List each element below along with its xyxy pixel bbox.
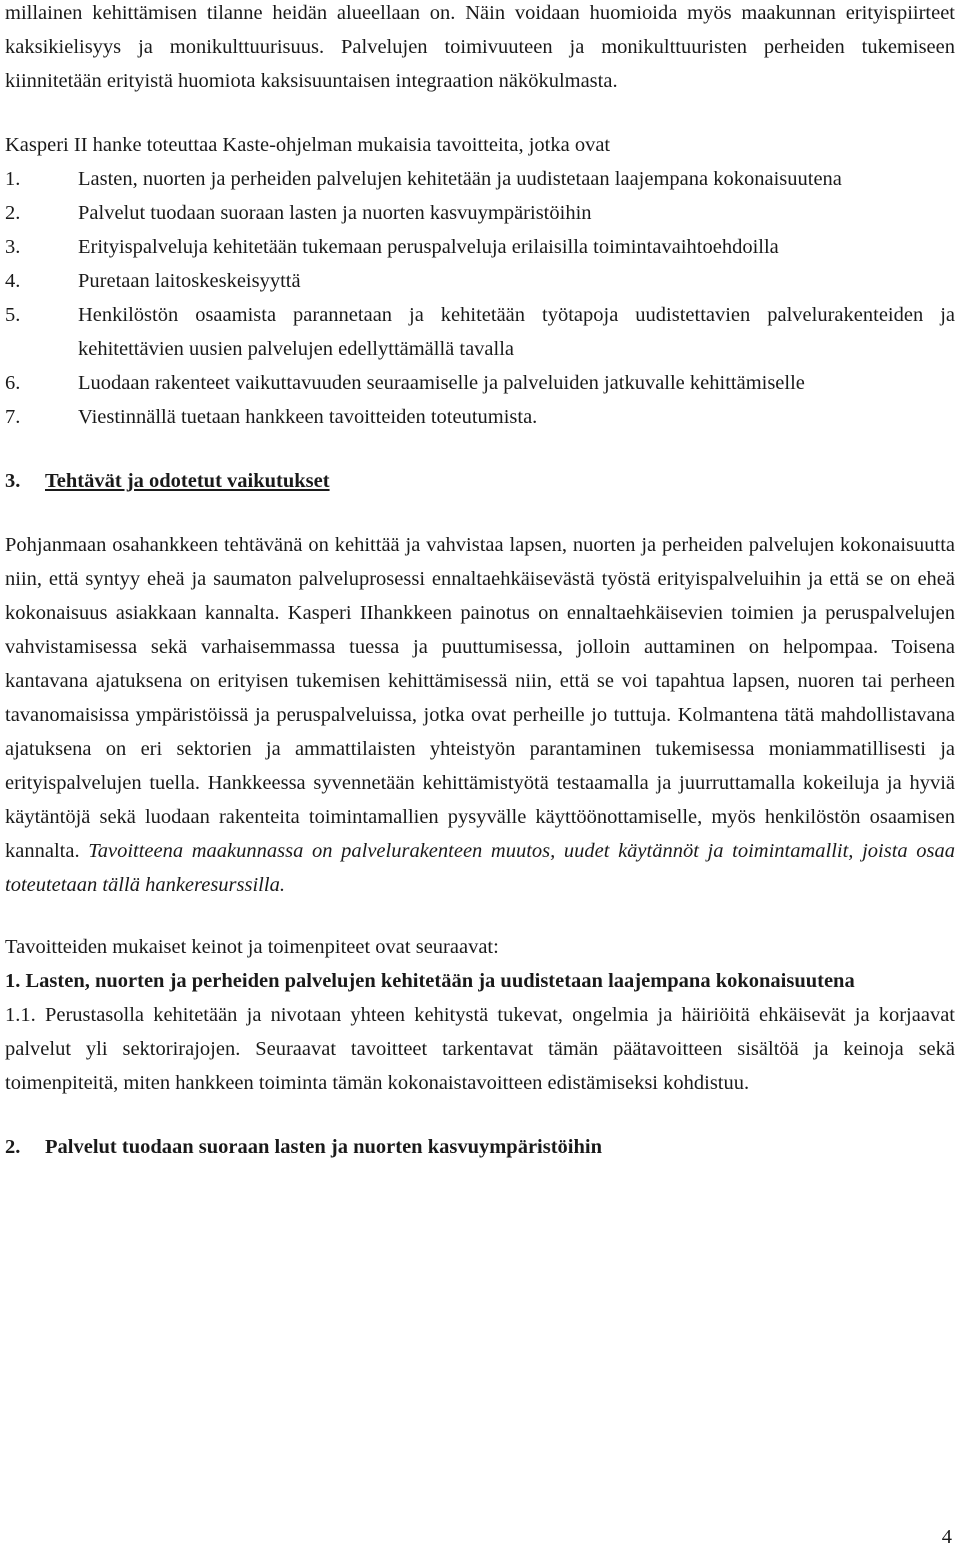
section-3-italic-text: Tavoitteena maakunnassa on palvelurakenteen muutos, uudet käytännöt ja toimintamallit, joista osaa toteutetaan tällä hankeresurssilla. bbox=[5, 840, 955, 896]
section-2-number: 2. bbox=[5, 1136, 21, 1158]
goal-item bbox=[5, 196, 955, 230]
goal-item bbox=[5, 298, 955, 366]
measure-1-1-paragraph: 1.1. Perustasolla kehitetään ja nivotaan yhteen kehitystä tukevat, ongelmia ja häiriöitä ehkäisevät ja korjaavat palvelut yli sektorirajojen. Seuraavat tavoitteet tarkentavat tämän päätavoitteen sisältöä ja keinoja sekä toimenpiteitä, miten hankkeen toiminta tämän kokonaistavoitteen edistämiseksi kohdistuu. bbox=[5, 1004, 955, 1094]
section-2-heading bbox=[5, 1130, 955, 1164]
goal-text: Viestinnällä tuetaan hankkeen tavoitteiden toteutumista. bbox=[78, 406, 538, 428]
measures-lead: Tavoitteiden mukaiset keinot ja toimenpiteet ovat seuraavat: bbox=[5, 936, 499, 958]
section-3-number: 3. bbox=[5, 470, 21, 492]
goal-item bbox=[5, 230, 955, 264]
page-number: 4 bbox=[941, 1526, 952, 1548]
goal-text: Luodaan rakenteet vaikuttavuuden seuraamiselle ja palveluiden jatkuvalle kehittämiselle bbox=[78, 372, 805, 394]
section-3-heading bbox=[5, 464, 955, 498]
goal-number: 4. bbox=[5, 270, 21, 292]
goal-number: 1. bbox=[5, 168, 21, 190]
goal-item bbox=[5, 400, 955, 434]
document-page bbox=[5, 0, 955, 1164]
goals-list bbox=[5, 162, 955, 434]
section-2-title: Palvelut tuodaan suoraan lasten ja nuorten kasvuympäristöihin bbox=[45, 1136, 603, 1158]
goal-text: Henkilöstön osaamista parannetaan ja kehitetään työtapoja uudistettavien palvelurakenteiden ja kehitettävien uusien palvelujen edellyttämällä tavalla bbox=[78, 304, 955, 360]
section-3-paragraph bbox=[5, 528, 955, 902]
intro-paragraph: millainen kehittämisen tilanne heidän alueellaan on. Näin voidaan huomioida myös maakunnan erityispiirteet kaksikielisyys ja monikulttuurisuus. Palvelujen toimivuuteen ja monikulttuuristen perheiden tukemiseen kiinnitetään erityistä huomiota kaksisuuntaisen integraation näkökulmasta. bbox=[5, 2, 955, 92]
goal-text: Palvelut tuodaan suoraan lasten ja nuorten kasvuympäristöihin bbox=[78, 202, 592, 224]
goal-number: 2. bbox=[5, 202, 21, 224]
goal-number: 6. bbox=[5, 372, 21, 394]
goal-text: Puretaan laitoskeskeisyyttä bbox=[78, 270, 301, 292]
section-3-title: Tehtävät ja odotetut vaikutukset bbox=[45, 470, 330, 492]
goal-number: 3. bbox=[5, 236, 21, 258]
measure-1-title: 1. Lasten, nuorten ja perheiden palvelujen kehitetään ja uudistetaan laajempana kokonaisuutena bbox=[5, 970, 855, 992]
goal-item bbox=[5, 162, 955, 196]
goal-number: 7. bbox=[5, 406, 21, 428]
goal-number: 5. bbox=[5, 304, 21, 326]
goal-item bbox=[5, 264, 955, 298]
goal-item bbox=[5, 366, 955, 400]
goals-lead: Kasperi II hanke toteuttaa Kaste-ohjelman mukaisia tavoitteita, jotka ovat bbox=[5, 134, 611, 156]
goal-text: Lasten, nuorten ja perheiden palvelujen kehitetään ja uudistetaan laajempana kokonaisuutena bbox=[78, 168, 842, 190]
section-3-text: Pohjanmaan osahankkeen tehtävänä on kehittää ja vahvistaa lapsen, nuorten ja perheiden palvelujen kokonaisuutta niin, että syntyy eheä ja saumaton palveluprosessi ennaltaehkäisevästä työstä erityispalveluihin ja että se on eheä kokonaisuus asiakkaan kannalta. Kasperi IIhankkeen painotus on ennaltaehkäisevien toimien ja peruspalvelujen vahvistamisessa sekä varhaisemmassa tuessa ja puuttumisessa, jolloin auttaminen on helpompaa. Toisena kantavana ajatuksena on erityisen tukemisen kehittämisessä niin, että se voi tapahtua lapsen, nuoren tai perheen tavanomaisissa ympäristöissä ja peruspalveluissa, jotka ovat perheille jo tuttuja. Kolmantena tätä mahdollistavana ajatuksena on eri sektorien ja ammattilaisten yhteistyön parantaminen tukemisessa moniammatillisesti ja erityispalvelujen tuella. Hankkeessa syvennetään kehittämistyötä testaamalla ja juurruttamalla kokeiluja ja hyviä käytäntöjä sekä luodaan rakenteita toimintamallien pysyvälle käyttöönottamiselle, myös henkilöstön osaamisen kannalta. bbox=[5, 534, 955, 862]
goal-text: Erityispalveluja kehitetään tukemaan peruspalveluja erilaisilla toimintavaihtoehdoilla bbox=[78, 236, 779, 258]
